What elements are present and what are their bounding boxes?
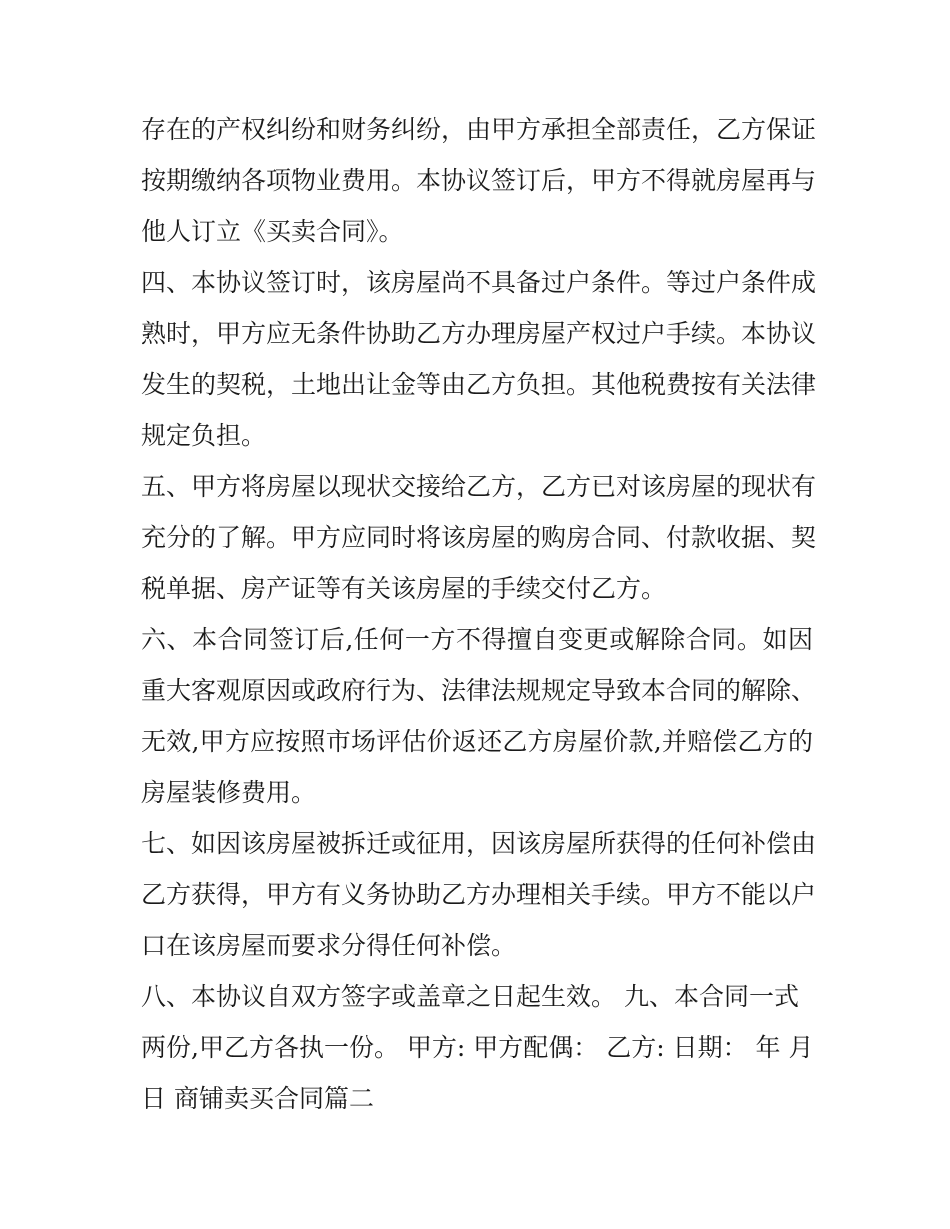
text-line: 熟时，甲方应无条件协助乙方办理房屋产权过户手续。本协议	[141, 319, 817, 348]
text-line: 充分的了解。甲方应同时将该房屋的购房合同、付款收据、契	[141, 523, 817, 552]
text-line: 日 商铺卖买合同篇二	[141, 1084, 374, 1113]
text-line: 两份,甲乙方各执一份。 甲方: 甲方配偶： 乙方: 日期： 年 月	[141, 1033, 814, 1062]
text-line: 六、本合同签订后,任何一方不得擅自变更或解除合同。如因	[141, 625, 813, 654]
text-line: 房屋装修费用。	[141, 778, 317, 807]
text-line: 重大客观原因或政府行为、法律法规规定导致本合同的解除、	[141, 676, 817, 705]
text-line: 无效,甲方应按照市场评估价返还乙方房屋价款,并赔偿乙方的	[141, 727, 813, 756]
text-line: 税单据、房产证等有关该房屋的手续交付乙方。	[141, 574, 667, 603]
text-line: 七、如因该房屋被拆迁或征用，因该房屋所获得的任何补偿由	[141, 829, 817, 858]
text-line: 存在的产权纠纷和财务纠纷，由甲方承担全部责任，乙方保证	[141, 115, 817, 144]
text-line: 按期缴纳各项物业费用。本协议签订后，甲方不得就房屋再与	[141, 166, 817, 195]
text-line: 五、甲方将房屋以现状交接给乙方，乙方已对该房屋的现状有	[141, 472, 817, 501]
text-line: 口在该房屋而要求分得任何补偿。	[141, 931, 517, 960]
text-line: 四、本协议签订时，该房屋尚不具备过户条件。等过户条件成	[141, 268, 817, 297]
text-line: 他人订立《买卖合同》。	[141, 217, 404, 246]
document-body	[141, 104, 817, 1124]
text-line: 乙方获得，甲方有义务协助乙方办理相关手续。甲方不能以户	[141, 880, 817, 909]
text-line: 八、本协议自双方签字或盖章之日起生效。 九、本合同一式	[141, 982, 799, 1011]
text-line: 规定负担。	[141, 421, 267, 450]
text-line: 发生的契税，土地出让金等由乙方负担。其他税费按有关法律	[141, 370, 817, 399]
